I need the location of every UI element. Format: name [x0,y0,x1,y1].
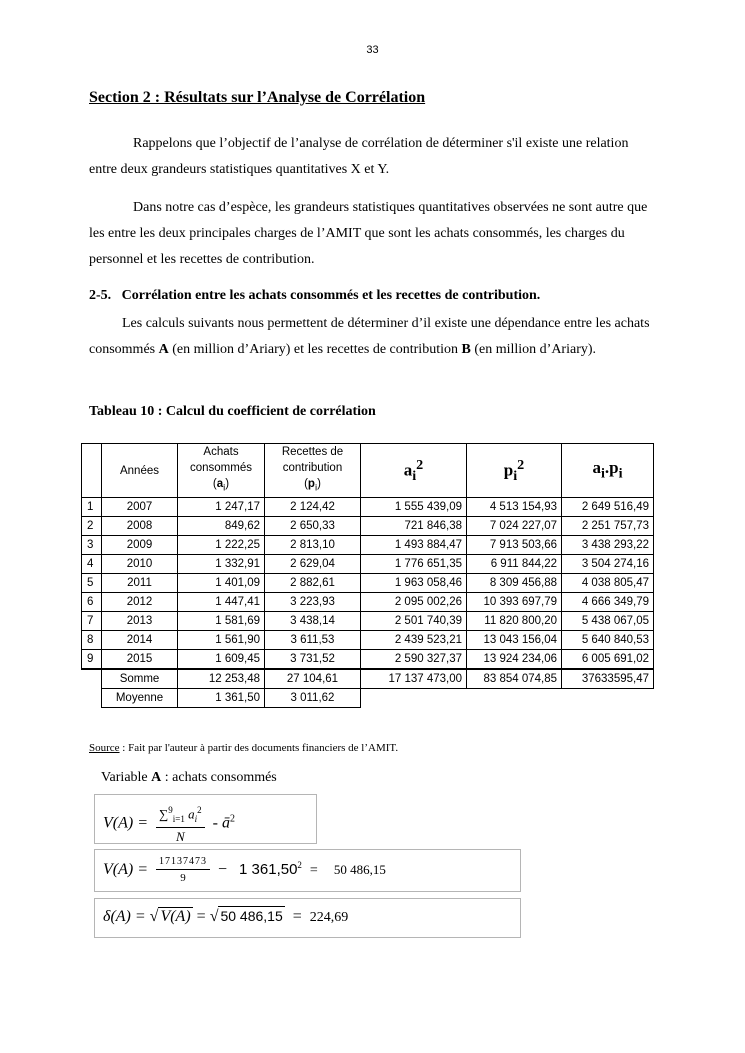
h-p2-sub: i [513,468,518,485]
cell-a-times-p: 5 640 840,53 [562,631,654,650]
f2-numerator: 17137473 [156,854,210,870]
variable-prefix: Variable [101,770,152,785]
table-row [82,555,654,574]
cell-annee: 2009 [102,536,178,555]
cell-p-squared: 7 024 227,07 [467,517,562,536]
cell-a-times-p: 2 251 757,73 [562,517,654,536]
header-recettes-line1: Recettes de [281,446,344,459]
cell-a-squared: 1 776 651,35 [361,555,467,574]
cell-achats: 849,62 [178,517,265,536]
f3-equals-2: = [292,908,302,925]
table-row [82,517,654,536]
table-row [82,536,654,555]
moyenne-empty-1 [361,689,467,708]
cell-recettes: 2 882,61 [265,574,361,593]
cell-annee: 2010 [102,555,178,574]
cell-a-times-p: 4 666 349,79 [562,593,654,612]
header-annees: Années [102,444,178,498]
f1-lhs: V(A) = [103,814,148,832]
paragraph-calculs-part1: Les calculs suivants nous permettent de déterminer d’il existe une dépendance entre les achats consommés [89,316,650,357]
cell-a-times-p: 3 504 274,16 [562,555,654,574]
table-header-row [82,444,654,498]
f3-equals-1: = [196,908,206,925]
paragraph-context-text: Dans notre cas d’espèce, les grandeurs statistiques quantitatives observées ne sont autre que les entre les deux principales charges de l’AMIT que sont les achats consommés, les charges du personnel et les recettes de contribution. [89,200,648,267]
cell-a-squared: 721 846,38 [361,517,467,536]
f3-sqrt-symbol-2: √ [209,908,219,925]
cell-a-squared: 2 590 327,37 [361,650,467,670]
table-row [82,612,654,631]
cell-a-squared: 1 555 439,09 [361,498,467,517]
moyenne-empty-2 [467,689,562,708]
symbol-a: A [158,342,169,357]
somme-label: Somme [102,669,178,689]
cell-annee: 2012 [102,593,178,612]
f3-lhs: δ(A) = [103,908,146,925]
cell-a-times-p: 2 649 516,49 [562,498,654,517]
moyenne-a: 1 361,50 [178,689,265,708]
cell-a-squared: 2 439 523,21 [361,631,467,650]
cell-a-times-p: 6 005 691,02 [562,650,654,670]
cell-recettes: 3 731,52 [265,650,361,670]
header-p-squared [467,444,562,498]
cell-annee: 2011 [102,574,178,593]
somme-a2: 17 137 473,00 [361,669,467,689]
cell-recettes: 3 438,14 [265,612,361,631]
f3-sqrt-value: 50 486,15 [220,908,283,924]
header-achats-line2: consommés [190,462,252,475]
f2-fraction [156,854,210,887]
header-achats-line1: Achats [203,446,239,459]
cell-index: 8 [82,631,102,650]
f1-minus: - [208,814,222,832]
cell-annee: 2008 [102,517,178,536]
cell-achats: 1 581,69 [178,612,265,631]
source-text: : Fait par l'auteur à partir des documents financiers de l’AMIT. [119,742,399,754]
cell-p-squared: 7 913 503,66 [467,536,562,555]
header-recettes-sub: i [314,482,318,494]
h-ap-dot: . [604,457,610,477]
cell-achats: 1 222,25 [178,536,265,555]
cell-annee: 2007 [102,498,178,517]
paragraph-context [89,195,659,273]
cell-recettes: 2 629,04 [265,555,361,574]
f2-minus: − [218,861,228,879]
paragraph-calculs-part3: (en million d’Ariary). [470,342,597,357]
h-a2-base: a [403,460,413,480]
cell-recettes: 2 650,33 [265,517,361,536]
f2-mean: 1 361,50 [239,861,298,879]
cell-recettes: 3 611,53 [265,631,361,650]
variable-letter: A [151,770,162,785]
f2-denominator: 9 [180,872,186,884]
cell-index: 6 [82,593,102,612]
h-a2-sup: 2 [416,456,424,473]
h-a2-sub: i [412,468,417,485]
header-index [82,444,102,498]
header-recettes-line2: contribution [282,462,343,475]
f2-mean-sup: 2 [297,859,302,870]
cell-a-squared: 2 501 740,39 [361,612,467,631]
cell-index: 9 [82,650,102,670]
cell-index: 2 [82,517,102,536]
somme-p: 27 104,61 [265,669,361,689]
cell-p-squared: 10 393 697,79 [467,593,562,612]
somme-blank [82,669,102,689]
cell-p-squared: 13 043 156,04 [467,631,562,650]
cell-index: 4 [82,555,102,574]
header-achats-sub: i [223,482,226,494]
header-achats: Achats consommés $(a_i)$ [178,444,265,498]
table-row [82,631,654,650]
source-note [89,742,398,754]
cell-annee: 2015 [102,650,178,670]
subsection-title: Corrélation entre les achats consommés et les recettes de contribution. [121,288,541,303]
h-ap-sub1: i [600,465,605,482]
section-title: Section 2 : Résultats sur l’Analyse de Corrélation [89,89,426,106]
cell-a-squared: 1 493 884,47 [361,536,467,555]
cell-a-times-p: 3 438 293,22 [562,536,654,555]
f1-sum: ∑ [159,806,169,822]
cell-a-squared: 2 095 002,26 [361,593,467,612]
subsection-heading [89,288,540,304]
table-row-somme [82,669,654,689]
f2-result: 50 486,15 [333,862,386,878]
moyenne-empty-3 [562,689,654,708]
somme-p2: 83 854 074,85 [467,669,562,689]
formula-variance-value [94,849,521,892]
moyenne-p: 3 011,62 [265,689,361,708]
cell-recettes: 2 124,42 [265,498,361,517]
table-row [82,650,654,670]
h-p2-sup: 2 [517,456,525,473]
header-recettes: Recettes de contribution $(p_i)$ [265,444,361,498]
header-a-times-p [562,444,654,498]
cell-p-squared: 11 820 800,20 [467,612,562,631]
cell-achats: 1 332,91 [178,555,265,574]
f1-var-sub: i [194,813,198,824]
paragraph-calculs-part2: (en million d’Ariary) et les recettes de contribution [168,342,462,357]
cell-recettes: 2 813,10 [265,536,361,555]
table-caption: Tableau 10 : Calcul du coefficient de corrélation [89,404,376,419]
cell-a-times-p: 4 038 805,47 [562,574,654,593]
h-ap-sub2: i [618,465,623,482]
symbol-b: B [461,342,471,357]
cell-p-squared: 8 309 456,88 [467,574,562,593]
variable-suffix: : achats consommés [161,770,277,785]
table-body [82,498,654,670]
moyenne-label: Moyenne [102,689,178,708]
table-row-moyenne [82,689,654,708]
h-p2-base: p [503,460,514,480]
cell-index: 1 [82,498,102,517]
f3-result: 224,69 [309,910,349,925]
cell-achats: 1 447,41 [178,593,265,612]
cell-achats: 1 609,45 [178,650,265,670]
subsection-number: 2-5. [89,288,112,303]
cell-p-squared: 6 911 844,22 [467,555,562,574]
h-ap-a: a [592,457,601,477]
f1-var-sup: 2 [197,805,202,815]
cell-index: 7 [82,612,102,631]
table-row [82,498,654,517]
f3-sqrt-arg: V(A) [160,908,191,925]
paragraph-intro [89,131,659,183]
variable-label [101,770,277,786]
cell-index: 5 [82,574,102,593]
cell-a-squared: 1 963 058,46 [361,574,467,593]
f1-abar-sup: 2 [229,813,235,825]
f3-sqrt-symbol: √ [149,908,159,925]
formula-variance-definition [94,794,317,844]
cell-p-squared: 4 513 154,93 [467,498,562,517]
f2-lhs: V(A) = [103,861,148,879]
correlation-table [81,443,654,708]
f1-fraction [156,803,205,845]
source-label: Source [89,742,120,754]
cell-recettes: 3 223,93 [265,593,361,612]
paragraph-calculs [89,311,659,363]
h-ap-p: p [609,457,619,477]
somme-ap: 37633595,47 [562,669,654,689]
f1-denominator: N [175,828,185,844]
f2-equals: = [309,863,318,879]
header-achats-symbol: a [216,478,224,491]
cell-achats: 1 561,90 [178,631,265,650]
cell-annee: 2013 [102,612,178,631]
header-a-squared [361,444,467,498]
f1-abar: ā [221,814,230,832]
f1-sum-upper: 9 [168,805,173,815]
header-recettes-symbol: p [307,478,315,491]
f1-var: a [188,806,195,822]
table-row [82,593,654,612]
cell-p-squared: 13 924 234,06 [467,650,562,670]
moyenne-blank [82,689,102,708]
cell-annee: 2014 [102,631,178,650]
cell-achats: 1 401,09 [178,574,265,593]
cell-index: 3 [82,536,102,555]
somme-a: 12 253,48 [178,669,265,689]
page-number: 33 [366,44,379,56]
table-row [82,574,654,593]
formula-standard-deviation [94,898,521,938]
f1-sum-index: i=1 [172,813,185,824]
cell-a-times-p: 5 438 067,05 [562,612,654,631]
cell-achats: 1 247,17 [178,498,265,517]
paragraph-intro-text: Rappelons que l’objectif de l’analyse de corrélation de déterminer s'il existe une relation entre deux grandeurs statistiques quantitatives X et Y. [89,136,629,177]
